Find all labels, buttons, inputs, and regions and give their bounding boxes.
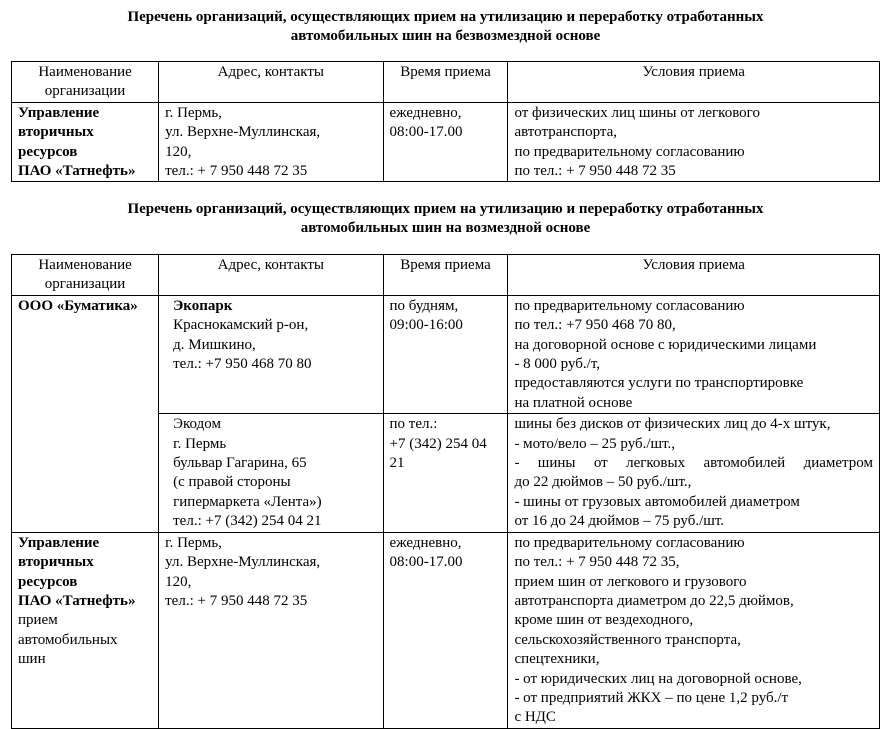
org-line: ПАО «Татнефть»: [18, 592, 136, 609]
conditions-line: от 16 до 24 дюймов – 75 руб./шт.: [514, 513, 724, 530]
cell-org: [12, 102, 159, 182]
conditions-line: кроме шин от вездеходного,: [514, 612, 694, 629]
conditions-line: автотранспорта диаметром до 22,5 дюймов,: [514, 592, 794, 609]
address-line: ул. Верхне-Муллинская,: [165, 124, 321, 141]
table-row: [12, 295, 880, 413]
conditions-line: по предварительному согласованию: [514, 297, 745, 314]
header-address: Адрес, контакты: [159, 255, 383, 296]
section1-title-line1: Перечень организаций, осуществляющих прием на утилизацию и переработку отработанных: [127, 9, 764, 25]
org-line: Управление: [18, 534, 100, 551]
time-line: ежедневно,: [389, 104, 462, 121]
free-acceptance-table: [11, 61, 880, 182]
time-line: по будням,: [389, 297, 459, 314]
cell-address: [159, 414, 383, 532]
org-line: Управление: [18, 104, 100, 121]
conditions-line: до 22 дюймов – 50 руб./шт.,: [514, 474, 692, 491]
header-conditions: Условия приема: [508, 62, 880, 103]
header-org-line2: организации: [44, 83, 126, 100]
address-line: г. Пермь,: [165, 534, 222, 551]
table-header-row: [12, 255, 880, 296]
address-line: Краснокамский р-он,: [173, 317, 309, 334]
header-org-line1: Наименование: [38, 257, 132, 273]
paid-acceptance-table: [11, 254, 880, 729]
address-line: 120,: [165, 573, 192, 590]
conditions-line: спецтехники,: [514, 651, 600, 668]
address-line: г. Пермь: [173, 435, 227, 452]
conditions-line: - шины от легковых автомобилей диаметром: [514, 455, 873, 472]
cell-time: [383, 532, 508, 728]
time-line: 09:00-16:00: [389, 317, 463, 334]
header-conditions: Условия приема: [508, 255, 880, 296]
address-line: 120,: [165, 143, 192, 160]
conditions-line: автотранспорта,: [514, 124, 618, 141]
org-line: ПАО «Татнефть»: [18, 163, 136, 180]
conditions-line: - шины от грузовых автомобилей диаметром: [514, 493, 800, 510]
section1-title-line2: автомобильных шин на безвозмездной основе: [290, 28, 601, 44]
conditions-line: по тел.: +7 950 468 70 80,: [514, 317, 676, 334]
org-line: ООО «Буматика»: [18, 297, 138, 314]
address-line: д. Мишкино,: [173, 336, 256, 353]
address-line: (с правой стороны: [173, 474, 291, 491]
cell-address: [159, 532, 383, 728]
address-title: Экопарк: [173, 297, 233, 314]
cell-org: [12, 532, 159, 728]
org-line: ресурсов: [18, 573, 78, 590]
conditions-line: - от юридических лиц на договорной основе,: [514, 670, 802, 687]
conditions-line: прием шин от легкового и грузового: [514, 573, 747, 590]
cell-conditions: [508, 532, 880, 728]
cell-time: [383, 102, 508, 182]
time-line: 08:00-17.00: [389, 124, 463, 141]
header-address: Адрес, контакты: [159, 62, 383, 103]
conditions-line: шины без дисков от физических лиц до 4-х штук,: [514, 416, 831, 433]
time-line: 08:00-17.00: [389, 554, 463, 571]
cell-conditions: [508, 102, 880, 182]
cell-address: [159, 295, 383, 413]
address-line: тел.: + 7 950 448 72 35: [165, 592, 308, 609]
address-line: Экодом: [173, 416, 221, 433]
org-line: вторичных: [18, 124, 94, 141]
address-line: бульвар Гагарина, 65: [173, 455, 307, 472]
cell-time: [383, 414, 508, 532]
conditions-line: с НДС: [514, 709, 556, 726]
table-row: [12, 102, 880, 182]
table-row: [12, 532, 880, 728]
header-org-line2: организации: [44, 276, 126, 293]
section2-title-line1: Перечень организаций, осуществляющих прием на утилизацию и переработку отработанных: [127, 201, 764, 217]
org-line: автомобильных: [18, 631, 118, 648]
section1-title: [0, 8, 891, 46]
org-line: вторичных: [18, 554, 94, 571]
time-line: ежедневно,: [389, 534, 462, 551]
org-line: прием: [18, 612, 58, 629]
cell-conditions: [508, 295, 880, 413]
section2-title-line2: автомобильных шин на возмездной основе: [300, 220, 591, 236]
conditions-line: по предварительному согласованию: [514, 534, 745, 551]
cell-conditions: [508, 414, 880, 532]
time-line: +7 (342) 254 04: [389, 435, 487, 452]
header-org-line1: Наименование: [38, 64, 132, 80]
conditions-line: на платной основе: [514, 394, 633, 411]
cell-org: [12, 295, 159, 532]
address-line: гипермаркета «Лента»): [173, 493, 322, 510]
address-line: тел.: +7 950 468 70 80: [173, 356, 312, 373]
header-org: [12, 255, 159, 296]
address-line: тел.: + 7 950 448 72 35: [165, 163, 308, 180]
conditions-line: от физических лиц шины от легкового: [514, 104, 760, 121]
conditions-line: сельскохозяйственного транспорта,: [514, 631, 741, 648]
conditions-line: по предварительному согласованию: [514, 143, 745, 160]
conditions-line: предоставляются услуги по транспортировке: [514, 375, 804, 392]
header-org: [12, 62, 159, 103]
address-line: ул. Верхне-Муллинская,: [165, 554, 321, 571]
cell-time: [383, 295, 508, 413]
conditions-line: - 8 000 руб./т,: [514, 356, 601, 373]
time-line: 21: [389, 455, 405, 472]
conditions-line: - от предприятий ЖКХ – по цене 1,2 руб./т: [514, 689, 789, 706]
address-line: тел.: +7 (342) 254 04 21: [173, 513, 322, 530]
time-line: по тел.:: [389, 416, 438, 433]
header-time: Время приема: [383, 255, 508, 296]
conditions-line: на договорной основе с юридическими лицами: [514, 336, 817, 353]
conditions-line: по тел.: + 7 950 448 72 35,: [514, 554, 680, 571]
conditions-line: - мото/вело – 25 руб./шт.,: [514, 435, 676, 452]
org-line: шин: [18, 651, 46, 668]
table-header-row: [12, 62, 880, 103]
conditions-line: по тел.: + 7 950 448 72 35: [514, 163, 676, 180]
header-time: Время приема: [383, 62, 508, 103]
section2-title: [0, 200, 891, 238]
address-line: г. Пермь,: [165, 104, 222, 121]
org-line: ресурсов: [18, 143, 78, 160]
cell-address: [159, 102, 383, 182]
